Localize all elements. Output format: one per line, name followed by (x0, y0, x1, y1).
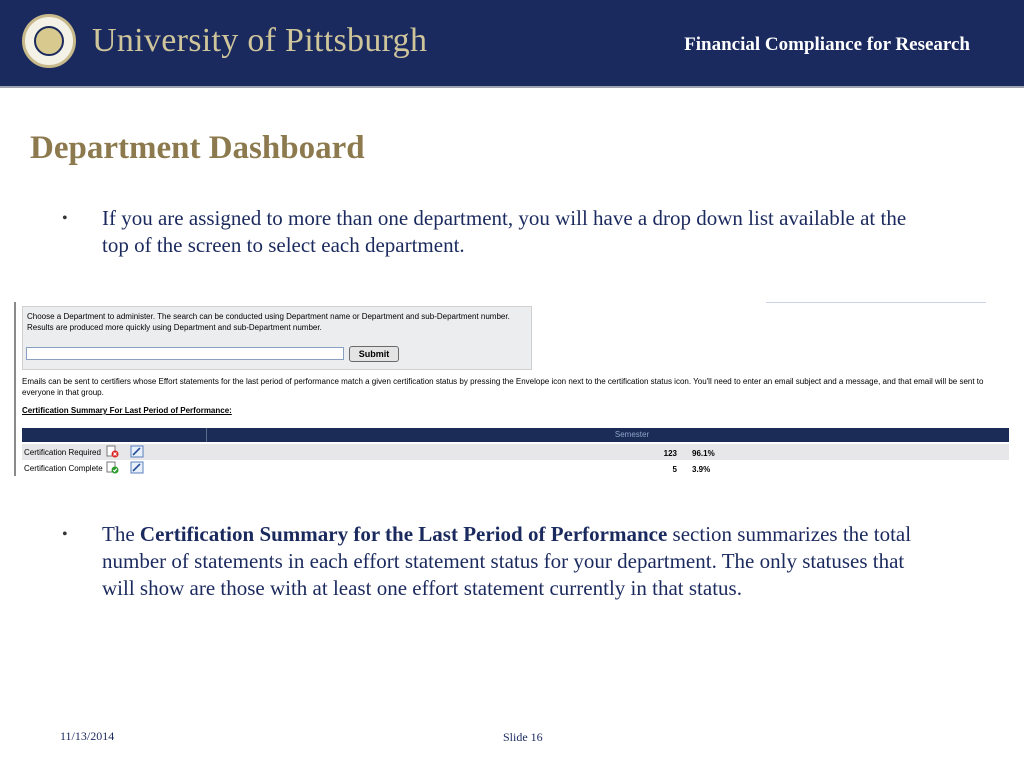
bullet-icon: • (62, 210, 68, 227)
department-search-instructions: Choose a Department to administer. The search can be conducted using Department name or Department and sub-Department number. Results are produced more quickly using Department and sub-Department number. (27, 312, 510, 332)
email-instructions: Emails can be sent to certifiers whose Effort statements for the last period of performance match a given certification status by pressing the Envelope icon next to the certification status icon. You'll need to enter an email subject and a message, and that email will be sent to everyone in that group. (22, 377, 984, 397)
bullet-icon: • (62, 526, 68, 543)
university-wordmark: University of Pittsburgh (92, 22, 428, 59)
column-header-semester: Semester (614, 430, 650, 439)
status-label: Certification Required (24, 448, 101, 457)
status-count: 5 (672, 465, 677, 474)
footer-date: 11/13/2014 (60, 729, 115, 743)
certification-required-icon[interactable] (106, 445, 119, 458)
table-row (22, 460, 1009, 476)
department-search-input[interactable] (26, 347, 344, 360)
bullet-text: If you are assigned to more than one department, you will have a drop down list available at the top of the screen to select each department. (102, 206, 907, 257)
bullet-prefix: The (102, 522, 140, 546)
status-label: Certification Complete (24, 464, 103, 473)
submit-button[interactable]: Submit (349, 346, 399, 362)
header-bar (0, 0, 1024, 88)
table-row (22, 444, 1009, 460)
department-search-panel (22, 306, 532, 370)
status-percent: 3.9% (692, 465, 711, 474)
university-seal-icon (22, 14, 76, 68)
screenshot-border (14, 302, 16, 476)
page-title: Department Dashboard (30, 130, 365, 166)
status-percent: 96.1% (692, 449, 715, 458)
bullet-bold-term: Certification Summary for the Last Period of Performance (139, 522, 668, 546)
status-count: 123 (663, 449, 677, 458)
screenshot-divider (766, 302, 986, 303)
footer-slide-number: Slide 16 (503, 730, 543, 744)
certification-complete-icon[interactable] (106, 461, 119, 474)
embedded-screenshot (14, 302, 1010, 478)
envelope-edit-icon[interactable] (130, 461, 144, 474)
certification-summary-heading: Certification Summary For Last Period of Performance: (22, 406, 232, 415)
table-header (22, 428, 1009, 442)
bullet-text (102, 521, 922, 602)
column-divider (206, 428, 207, 442)
header-title: Financial Compliance for Research (684, 34, 970, 55)
bullet-rest: section summarizes the total number of statements in each effort statement status for your department. The only statuses that will show are those with at least one effort statement currently in that status. (102, 522, 912, 600)
envelope-edit-icon[interactable] (130, 445, 144, 458)
